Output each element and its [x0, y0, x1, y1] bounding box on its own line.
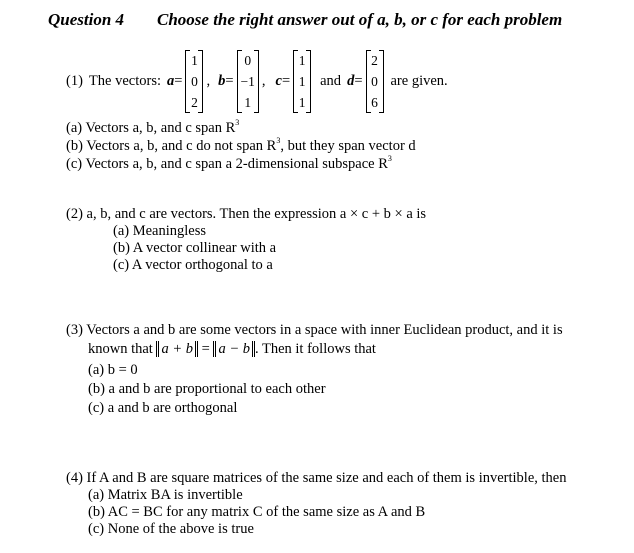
norm-a-plus-b: a + b: [156, 341, 198, 357]
problem-4-option-a: (a) Matrix BA is invertible: [88, 487, 243, 503]
superscript-3: 3: [276, 136, 281, 145]
problem-1-number: (1): [66, 72, 83, 89]
vector-a-matrix: [185, 50, 203, 113]
vector-d-entry: 2: [371, 52, 378, 68]
vector-c-entry: 1: [298, 94, 306, 110]
equals-sign: =: [201, 341, 210, 357]
problem-3-stem-line-1: (3) Vectors a and b are some vectors in a space with inner Euclidean product, and it is: [66, 322, 563, 338]
question-number: Question 4: [48, 10, 125, 29]
equals-sign: =: [174, 72, 183, 89]
problem-4-option-c: (c) None of the above is true: [88, 521, 254, 537]
problem-2-option-b: (b) A vector collinear with a: [113, 240, 277, 256]
problem-1-option-a-text: (a) Vectors a, b, and c span R: [66, 120, 236, 136]
vector-b-entry: 0: [244, 52, 252, 68]
comma: ,: [206, 72, 211, 89]
problem-1-vectors: [66, 47, 448, 115]
and-word: and: [320, 72, 342, 89]
equals-sign: =: [225, 72, 234, 89]
vector-a-entry: 0: [191, 73, 198, 89]
vector-b-label: b: [218, 72, 226, 89]
vector-d-matrix: [366, 50, 384, 113]
superscript-3: 3: [235, 118, 240, 127]
problem-1-option-b: [66, 138, 416, 155]
problem-1-option-b-tail: , but they span vector d: [280, 138, 416, 154]
problem-3-known-that: known that: [88, 341, 153, 357]
problem-1-tail: are given.: [390, 72, 448, 89]
equals-sign: =: [354, 72, 363, 89]
problem-1-option-c-text: (c) Vectors a, b, and c span a 2-dimensional subspace R: [66, 156, 388, 172]
vector-c-entry: 1: [298, 73, 306, 89]
superscript-3: 3: [387, 154, 392, 163]
vector-b-entry: −1: [240, 73, 255, 89]
vector-b-entry: 1: [244, 94, 252, 110]
problem-1-lead: The vectors:: [88, 72, 161, 89]
problem-3-option-a: (a) b = 0: [88, 362, 138, 378]
vector-d-label: d: [347, 72, 355, 89]
question-instructions: Choose the right answer out of a, b, or c for each problem: [157, 10, 563, 29]
problem-4-stem: (4) If A and B are square matrices of the same size and each of them is invertible, then: [66, 470, 567, 486]
problem-1-option-c: [66, 156, 392, 173]
vector-c-entry: 1: [298, 52, 306, 68]
vector-c-matrix: [293, 50, 311, 113]
equals-sign: =: [281, 72, 291, 89]
vector-a-entry: 2: [191, 94, 198, 110]
problem-2-option-a: (a) Meaningless: [113, 223, 207, 239]
problem-4-option-b: (b) AC = BC for any matrix C of the same size as A and B: [88, 504, 426, 520]
problem-1-option-b-text: (b) Vectors a, b, and c do not span R: [66, 138, 277, 154]
vector-d-entry: 6: [371, 94, 378, 110]
norm-a-minus-b: a − b: [213, 341, 255, 357]
comma: ,: [261, 72, 266, 89]
vector-d-entry: 0: [371, 73, 378, 89]
problem-3-then: . Then it follows that: [255, 341, 376, 357]
problem-2-option-c: (c) A vector orthogonal to a: [113, 257, 273, 273]
problem-1-option-a: [66, 120, 239, 137]
problem-3-option-b: (b) a and b are proportional to each other: [88, 381, 326, 397]
vector-c-label: c: [275, 72, 282, 89]
vector-b-matrix: [237, 50, 259, 113]
problem-2-stem: (2) a, b, and c are vectors. Then the expression a × c + b × a is: [66, 206, 427, 222]
vector-a-label: a: [167, 72, 175, 89]
problem-3-option-c: (c) a and b are orthogonal: [88, 400, 238, 416]
problem-3-stem-line-2: [88, 341, 376, 358]
vector-a-entry: 1: [191, 52, 198, 68]
